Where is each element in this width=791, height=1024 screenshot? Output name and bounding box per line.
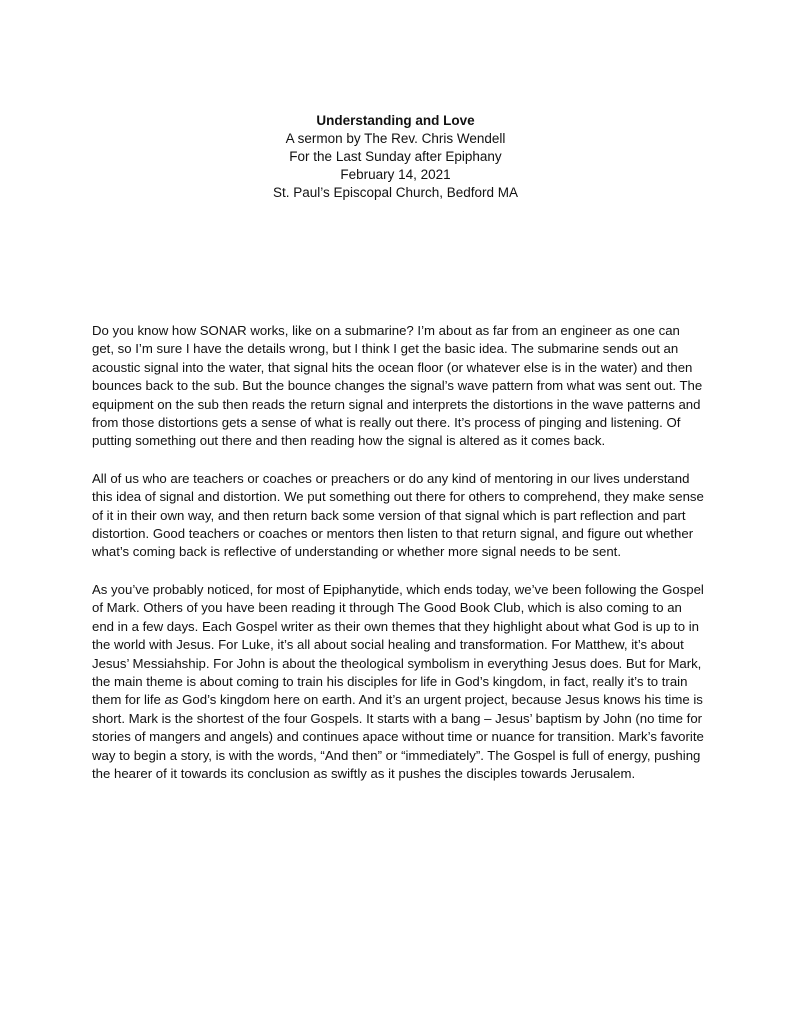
paragraph-gospel-of-mark	[92, 581, 704, 783]
sermon-date: February 14, 2021	[340, 167, 451, 182]
sermon-header	[0, 112, 791, 202]
italic-emphasis: as	[164, 692, 179, 708]
sermon-church: St. Paul’s Episcopal Church, Bedford MA	[272, 185, 519, 200]
sermon-byline: A sermon by The Rev. Chris Wendell	[285, 131, 506, 146]
paragraph-signal-distortion: All of us who are teachers or coaches or preachers or do any kind of mentoring in our lives understand this idea of signal and distortion. We put something out there for others to comprehend, they make sense of it in their own way, and then return back some version of that signal which is part reflection and part distortion. Good teachers or coaches or mentors then listen to that return signal, and figure out whether what’s coming back is reflective of understanding or whether more signal needs to be sent.	[92, 470, 704, 560]
sermon-occasion: For the Last Sunday after Epiphany	[289, 149, 502, 164]
sermon-title: Understanding and Love	[316, 113, 475, 128]
paragraph-sonar: Do you know how SONAR works, like on a submarine? I’m about as far from an engineer as one can get, so I’m sure I have the details wrong, but I think I get the basic idea. The submarine sends out an acoustic signal into the water, that signal hits the ocean floor (or whatever else is in the water) and then bounces back to the sub. But the bounce changes the signal’s wave pattern from what was sent out. The equipment on the sub then reads the return signal and interprets the distortions in the wave patterns and from those distortions gets a sense of what is really out there. It’s process of pinging and listening. Of putting something out there and then reading how the signal is altered as it comes back.	[92, 323, 703, 449]
paragraph-text-segment: God’s kingdom here on earth. And it’s an urgent project, because Jesus knows his time is short. Mark is the shortest of the four Gospels. It starts with a bang – Jesus’ baptism by John (no time for stories of mangers and angels) and continues apace without time or nuance for transition. Mark’s favorite way to begin a story, is with the words, “And then” or “immediately”. The Gospel is full of energy, pushing the hearer of it towards its conclusion as swiftly as it pushes the disciples towards Jerusalem.	[92, 692, 704, 781]
paragraph-text-segment: As you’ve probably noticed, for most of Epiphanytide, which ends today, we’ve been following the Gospel of Mark. Others of you have been reading it through The Good Book Club, which is also coming to an end in a few days. Each Gospel writer as their own themes that they highlight about what God is up to in the world with Jesus. For Luke, it’s all about social healing and transformation. For Matthew, it’s about Jesus’ Messiahship. For John is about the theological symbolism in everything Jesus does. But for Mark, the main theme is about coming to train his disciples for life in God’s kingdom, in fact, really it’s to train them for life	[92, 581, 704, 708]
sermon-body	[92, 322, 704, 802]
